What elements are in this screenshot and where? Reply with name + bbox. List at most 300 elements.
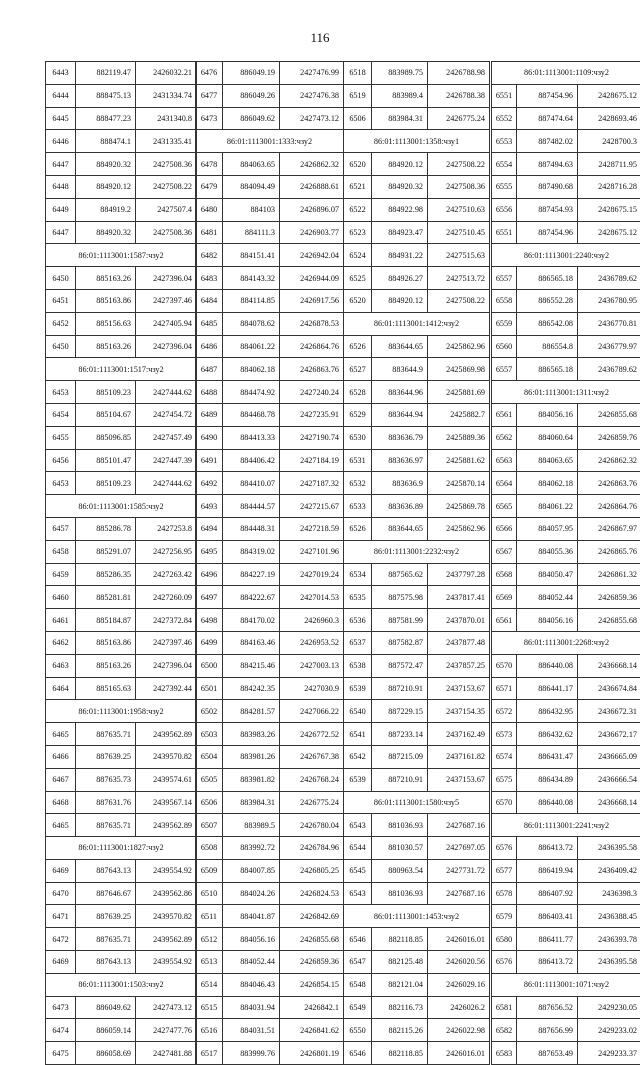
y-coordinate: 2431340.8 xyxy=(135,108,196,130)
x-coordinate: 884923.47 xyxy=(371,222,427,244)
x-coordinate: 884920.32 xyxy=(75,153,135,175)
coordinate-row xyxy=(196,221,343,244)
y-coordinate: 2436668.14 xyxy=(577,655,640,677)
parcel-header-row xyxy=(492,973,640,996)
point-number: 6564 xyxy=(495,478,513,488)
coordinate-row xyxy=(344,882,489,905)
coordinate-row xyxy=(196,449,343,472)
coordinate-row xyxy=(344,836,489,859)
y-coordinate: 2427510.63 xyxy=(427,199,489,221)
coordinate-row xyxy=(196,654,343,677)
coordinate-row xyxy=(492,904,640,927)
y-coordinate: 2436779.97 xyxy=(577,336,640,358)
y-coordinate: 2427508.22 xyxy=(135,176,196,198)
x-coordinate: 887656.99 xyxy=(516,1019,577,1041)
x-coordinate: 887482.02 xyxy=(516,130,577,152)
y-coordinate: 2427515.63 xyxy=(427,244,489,266)
x-coordinate: 884111.3 xyxy=(222,222,279,244)
y-coordinate: 2426801.19 xyxy=(279,1042,343,1064)
x-coordinate: 887635.71 xyxy=(75,928,135,950)
point-number: 6526 xyxy=(349,524,366,534)
y-coordinate: 2426020.56 xyxy=(427,951,489,973)
point-number: 6485 xyxy=(200,319,218,329)
x-coordinate: 885286.78 xyxy=(75,518,135,540)
x-coordinate: 886542.08 xyxy=(516,313,577,335)
coordinate-row xyxy=(344,813,489,836)
coordinate-row xyxy=(492,221,640,244)
y-coordinate: 2425881.69 xyxy=(427,381,489,403)
coordinate-row xyxy=(196,84,343,107)
x-coordinate: 884143.32 xyxy=(222,267,279,289)
point-number: 6459 xyxy=(52,569,69,579)
point-number: 6514 xyxy=(200,980,218,990)
coordinate-row xyxy=(196,266,343,289)
y-coordinate: 2436789.62 xyxy=(577,267,640,289)
coordinate-row xyxy=(492,84,640,107)
y-coordinate: 2436674.84 xyxy=(577,678,640,700)
point-number: 6523 xyxy=(349,227,366,237)
coordinate-row xyxy=(196,289,343,312)
parcel-header-row xyxy=(46,836,196,859)
y-coordinate: 2436780.95 xyxy=(577,290,640,312)
parcel-cadastral-number: 86:01:1113001:1827:чзу2 xyxy=(78,843,164,853)
x-coordinate: 883999.76 xyxy=(222,1042,279,1064)
x-coordinate: 884922.98 xyxy=(371,199,427,221)
point-number: 6473 xyxy=(52,1003,69,1013)
y-coordinate: 2426032.21 xyxy=(135,62,196,84)
point-number: 6546 xyxy=(349,934,366,944)
y-coordinate: 2436395.58 xyxy=(577,837,640,859)
point-number: 6576 xyxy=(495,957,513,967)
y-coordinate: 2427731.72 xyxy=(427,860,489,882)
y-coordinate: 2426775.24 xyxy=(427,108,489,130)
point-number: 6526 xyxy=(349,341,366,351)
coordinate-row xyxy=(344,403,489,426)
coordinate-row xyxy=(46,289,196,312)
coordinate-row xyxy=(46,677,196,700)
parcel-cadastral-number: 86:01:1113001:1109:чзу2 xyxy=(524,68,609,78)
y-coordinate: 2426772.52 xyxy=(279,723,343,745)
coordinate-row xyxy=(492,471,640,494)
point-number: 6580 xyxy=(495,934,513,944)
point-number: 6563 xyxy=(495,455,513,465)
x-coordinate: 888477.23 xyxy=(75,108,135,130)
y-coordinate: 2428675.12 xyxy=(577,222,640,244)
x-coordinate: 886049.19 xyxy=(222,62,279,84)
x-coordinate: 887581.99 xyxy=(371,609,427,631)
y-coordinate: 2426864.76 xyxy=(577,495,640,517)
y-coordinate: 2426788.98 xyxy=(427,62,489,84)
parcel-header-row xyxy=(492,813,640,836)
point-number: 6550 xyxy=(349,1025,366,1035)
y-coordinate: 2427187.32 xyxy=(279,472,343,494)
point-number: 6449 xyxy=(52,205,69,215)
point-number: 6560 xyxy=(495,341,513,351)
coordinate-table-column-1 xyxy=(45,61,197,1065)
x-coordinate: 885163.86 xyxy=(75,290,135,312)
x-coordinate: 886552.28 xyxy=(516,290,577,312)
x-coordinate: 887582.87 xyxy=(371,632,427,654)
x-coordinate: 883989.4 xyxy=(371,85,427,107)
point-number: 6473 xyxy=(200,113,218,123)
x-coordinate: 880963.54 xyxy=(371,860,427,882)
x-coordinate: 883989.5 xyxy=(222,814,279,836)
y-coordinate: 2426855.68 xyxy=(279,928,343,950)
point-number: 6543 xyxy=(349,820,366,830)
parcel-header-row xyxy=(344,129,489,152)
y-coordinate: 2437153.67 xyxy=(427,678,489,700)
x-coordinate: 884052.44 xyxy=(222,951,279,973)
y-coordinate: 2436398.3 xyxy=(577,883,640,905)
x-coordinate: 881030.57 xyxy=(371,837,427,859)
x-coordinate: 886413.72 xyxy=(516,951,577,973)
x-coordinate: 884063.65 xyxy=(222,153,279,175)
coordinate-row xyxy=(492,859,640,882)
coordinate-row xyxy=(492,585,640,608)
point-number: 6484 xyxy=(200,296,218,306)
y-coordinate: 2427014.53 xyxy=(279,586,343,608)
x-coordinate: 887635.73 xyxy=(75,769,135,791)
point-number: 6480 xyxy=(200,205,218,215)
x-coordinate: 887631.76 xyxy=(75,792,135,814)
y-coordinate: 2426784.96 xyxy=(279,837,343,859)
coordinate-row xyxy=(344,266,489,289)
y-coordinate: 2427397.46 xyxy=(135,290,196,312)
x-coordinate: 882115.26 xyxy=(371,1019,427,1041)
y-coordinate: 2426864.76 xyxy=(279,336,343,358)
y-coordinate: 2437154.35 xyxy=(427,700,489,722)
coordinate-row xyxy=(196,677,343,700)
point-number: 6448 xyxy=(52,182,69,192)
y-coordinate: 2436666.54 xyxy=(577,769,640,791)
point-number: 6554 xyxy=(495,159,513,169)
coordinate-row xyxy=(344,289,489,312)
coordinate-table-column-3 xyxy=(343,61,490,1065)
coordinate-row xyxy=(196,631,343,654)
coordinate-row xyxy=(492,494,640,517)
point-number: 6495 xyxy=(200,547,218,557)
coordinate-row xyxy=(492,882,640,905)
point-number: 6520 xyxy=(349,159,366,169)
point-number: 6462 xyxy=(52,638,69,648)
y-coordinate: 2427476.99 xyxy=(279,62,343,84)
y-coordinate: 2436672.31 xyxy=(577,700,640,722)
coordinate-row xyxy=(492,654,640,677)
coordinate-row xyxy=(46,175,196,198)
y-coordinate: 2426903.77 xyxy=(279,222,343,244)
y-coordinate: 2427454.72 xyxy=(135,404,196,426)
coordinate-row xyxy=(344,950,489,973)
x-coordinate: 884050.47 xyxy=(516,564,577,586)
coordinate-row xyxy=(46,927,196,950)
coordinate-row xyxy=(46,950,196,973)
coordinate-row xyxy=(492,175,640,198)
x-coordinate: 884920.12 xyxy=(75,176,135,198)
x-coordinate: 882116.73 xyxy=(371,997,427,1019)
parcel-header-row xyxy=(46,494,196,517)
x-coordinate: 887653.49 xyxy=(516,1042,577,1064)
x-coordinate: 886440.08 xyxy=(516,792,577,814)
y-coordinate: 2436393.78 xyxy=(577,928,640,950)
point-number: 6531 xyxy=(349,455,366,465)
x-coordinate: 885156.63 xyxy=(75,313,135,335)
x-coordinate: 887643.13 xyxy=(75,860,135,882)
point-number: 6567 xyxy=(495,547,513,557)
y-coordinate: 2439554.92 xyxy=(135,860,196,882)
coordinate-row xyxy=(46,563,196,586)
x-coordinate: 885109.23 xyxy=(75,381,135,403)
y-coordinate: 2427687.16 xyxy=(427,883,489,905)
coordinate-row xyxy=(196,494,343,517)
y-coordinate: 2426960.3 xyxy=(279,609,343,631)
point-number: 6577 xyxy=(495,866,513,876)
x-coordinate: 884919.2 xyxy=(75,199,135,221)
x-coordinate: 884056.16 xyxy=(516,404,577,426)
coordinate-row xyxy=(196,859,343,882)
x-coordinate: 886413.72 xyxy=(516,837,577,859)
point-number: 6528 xyxy=(349,387,366,397)
x-coordinate: 885104.67 xyxy=(75,404,135,426)
x-coordinate: 884920.32 xyxy=(371,176,427,198)
point-number: 6490 xyxy=(200,433,218,443)
x-coordinate: 885163.86 xyxy=(75,632,135,654)
parcel-cadastral-number: 86:01:1113001:1587:чзу2 xyxy=(78,250,164,260)
y-coordinate: 2426859.76 xyxy=(577,427,640,449)
y-coordinate: 2428700.3 xyxy=(577,130,640,152)
x-coordinate: 886058.69 xyxy=(75,1042,135,1064)
y-coordinate: 2426896.07 xyxy=(279,199,343,221)
coordinate-row xyxy=(492,927,640,950)
point-number: 6476 xyxy=(200,68,218,78)
point-number: 6510 xyxy=(200,889,218,899)
coordinate-row xyxy=(46,1041,196,1064)
parcel-header-row xyxy=(344,791,489,814)
x-coordinate: 884474.92 xyxy=(222,381,279,403)
point-number: 6482 xyxy=(200,250,218,260)
coordinate-row xyxy=(344,494,489,517)
point-number: 6474 xyxy=(52,1025,69,1035)
parcel-cadastral-number: 86:01:1113001:1503:чзу2 xyxy=(78,980,164,990)
x-coordinate: 886411.77 xyxy=(516,928,577,950)
point-number: 6497 xyxy=(200,592,218,602)
parcel-cadastral-number: 86:01:1113001:2240:чзу2 xyxy=(523,250,610,260)
y-coordinate: 2426953.52 xyxy=(279,632,343,654)
y-coordinate: 2427473.12 xyxy=(135,997,196,1019)
point-number: 6583 xyxy=(495,1048,513,1058)
coordinate-row xyxy=(344,426,489,449)
coordinate-row xyxy=(492,449,640,472)
x-coordinate: 884413.33 xyxy=(222,427,279,449)
y-coordinate: 2426022.98 xyxy=(427,1019,489,1041)
point-number: 6487 xyxy=(200,364,218,374)
x-coordinate: 884007.85 xyxy=(222,860,279,882)
point-number: 6494 xyxy=(200,524,218,534)
y-coordinate: 2426863.76 xyxy=(279,358,343,380)
y-coordinate: 2426842.69 xyxy=(279,905,343,927)
coordinate-row xyxy=(46,540,196,563)
x-coordinate: 883984.31 xyxy=(222,792,279,814)
point-number: 6579 xyxy=(495,911,513,921)
coordinate-row xyxy=(492,608,640,631)
x-coordinate: 883984.31 xyxy=(371,108,427,130)
y-coordinate: 2428716.28 xyxy=(577,176,640,198)
coordinate-row xyxy=(196,471,343,494)
y-coordinate: 2427508.36 xyxy=(135,222,196,244)
point-number: 6535 xyxy=(349,592,366,602)
y-coordinate: 2427508.36 xyxy=(427,176,489,198)
coordinate-row xyxy=(196,403,343,426)
coordinate-row xyxy=(196,722,343,745)
coordinate-row xyxy=(196,152,343,175)
point-number: 6561 xyxy=(495,615,513,625)
y-coordinate: 2427253.8 xyxy=(135,518,196,540)
x-coordinate: 883644.96 xyxy=(371,381,427,403)
x-coordinate: 884444.57 xyxy=(222,495,279,517)
point-number: 6578 xyxy=(495,889,513,899)
y-coordinate: 2427396.04 xyxy=(135,336,196,358)
coordinate-row xyxy=(344,61,489,84)
y-coordinate: 2427457.49 xyxy=(135,427,196,449)
y-coordinate: 2426854.15 xyxy=(279,974,343,996)
point-number: 6488 xyxy=(200,387,218,397)
coordinate-row xyxy=(196,107,343,130)
coordinate-row xyxy=(344,654,489,677)
coordinate-row xyxy=(46,198,196,221)
x-coordinate: 883636.9 xyxy=(371,472,427,494)
y-coordinate: 2439554.92 xyxy=(135,951,196,973)
y-coordinate: 2439570.82 xyxy=(135,905,196,927)
x-coordinate: 887656.52 xyxy=(516,997,577,1019)
point-number: 6544 xyxy=(349,843,366,853)
parcel-header-row xyxy=(196,129,343,152)
x-coordinate: 888475.13 xyxy=(75,85,135,107)
x-coordinate: 886431.47 xyxy=(516,746,577,768)
coordinate-row xyxy=(46,403,196,426)
x-coordinate: 886049.62 xyxy=(75,997,135,1019)
coordinate-row xyxy=(46,380,196,403)
y-coordinate: 2425869.98 xyxy=(427,358,489,380)
point-number: 6540 xyxy=(349,706,366,716)
point-number: 6496 xyxy=(200,569,218,579)
y-coordinate: 2426859.36 xyxy=(577,586,640,608)
y-coordinate: 2427447.39 xyxy=(135,450,196,472)
x-coordinate: 884215.46 xyxy=(222,655,279,677)
coordinate-row xyxy=(46,654,196,677)
parcel-header-row xyxy=(492,380,640,403)
point-number: 6506 xyxy=(349,113,366,123)
y-coordinate: 2426016.01 xyxy=(427,1042,489,1064)
y-coordinate: 2427066.22 xyxy=(279,700,343,722)
point-number: 6489 xyxy=(200,410,218,420)
coordinate-row xyxy=(344,631,489,654)
x-coordinate: 884920.12 xyxy=(371,290,427,312)
coordinate-row xyxy=(196,380,343,403)
coordinate-row xyxy=(196,927,343,950)
coordinate-row xyxy=(492,266,640,289)
x-coordinate: 883981.82 xyxy=(222,769,279,791)
point-number: 6525 xyxy=(349,273,366,283)
coordinate-row xyxy=(492,198,640,221)
point-number: 6465 xyxy=(52,820,69,830)
point-number: 6493 xyxy=(200,501,218,511)
coordinate-row xyxy=(492,836,640,859)
coordinate-row xyxy=(492,403,640,426)
y-coordinate: 2427263.42 xyxy=(135,564,196,586)
y-coordinate: 2436668.14 xyxy=(577,792,640,814)
point-number: 6507 xyxy=(200,820,218,830)
parcel-header-row xyxy=(344,312,489,335)
y-coordinate: 2427473.12 xyxy=(279,108,343,130)
x-coordinate: 884114.85 xyxy=(222,290,279,312)
x-coordinate: 883644.65 xyxy=(371,336,427,358)
coordinate-row xyxy=(46,813,196,836)
page-number: 116 xyxy=(310,30,330,45)
coordinate-row xyxy=(344,585,489,608)
point-number: 6581 xyxy=(495,1003,513,1013)
y-coordinate: 2427019.24 xyxy=(279,564,343,586)
coordinate-row xyxy=(46,266,196,289)
coordinate-row xyxy=(492,996,640,1019)
point-number: 6519 xyxy=(349,91,366,101)
x-coordinate: 885184.87 xyxy=(75,609,135,631)
x-coordinate: 885163.26 xyxy=(75,267,135,289)
y-coordinate: 2426944.09 xyxy=(279,267,343,289)
point-number: 6464 xyxy=(52,683,69,693)
coordinate-row xyxy=(492,677,640,700)
x-coordinate: 886565.18 xyxy=(516,358,577,380)
coordinate-row xyxy=(46,107,196,130)
x-coordinate: 887494.63 xyxy=(516,153,577,175)
y-coordinate: 2426862.32 xyxy=(279,153,343,175)
y-coordinate: 2426788.38 xyxy=(427,85,489,107)
point-number: 6454 xyxy=(52,410,69,420)
y-coordinate: 2426917.56 xyxy=(279,290,343,312)
point-number: 6516 xyxy=(200,1025,218,1035)
x-coordinate: 887454.96 xyxy=(516,222,577,244)
coordinate-row xyxy=(196,312,343,335)
parcel-cadastral-number: 86:01:1113001:1311:чзу2 xyxy=(524,387,609,397)
point-number: 6520 xyxy=(349,296,366,306)
y-coordinate: 2427396.04 xyxy=(135,267,196,289)
coordinate-row xyxy=(492,563,640,586)
point-number: 6456 xyxy=(52,455,69,465)
y-coordinate: 2427030.9 xyxy=(279,678,343,700)
point-number: 6518 xyxy=(349,68,366,78)
x-coordinate: 885163.26 xyxy=(75,336,135,358)
point-number: 6529 xyxy=(349,410,366,420)
y-coordinate: 2426878.53 xyxy=(279,313,343,335)
y-coordinate: 2428675.12 xyxy=(577,85,640,107)
point-number: 6572 xyxy=(495,706,513,716)
point-number: 6527 xyxy=(349,364,366,374)
coordinate-row xyxy=(492,745,640,768)
y-coordinate: 2427260.09 xyxy=(135,586,196,608)
coordinate-row xyxy=(196,243,343,266)
coordinate-row xyxy=(492,129,640,152)
coordinate-row xyxy=(46,517,196,540)
parcel-cadastral-number: 86:01:1113001:1453:чзу2 xyxy=(373,911,460,921)
x-coordinate: 886441.17 xyxy=(516,678,577,700)
parcel-cadastral-number: 86:01:1113001:1585:чзу2 xyxy=(78,501,164,511)
x-coordinate: 887575.98 xyxy=(371,586,427,608)
y-coordinate: 2436789.62 xyxy=(577,358,640,380)
y-coordinate: 2425881.62 xyxy=(427,450,489,472)
y-coordinate: 2425882.7 xyxy=(427,404,489,426)
point-number: 6539 xyxy=(349,775,366,785)
x-coordinate: 884056.16 xyxy=(222,928,279,950)
y-coordinate: 2426865.76 xyxy=(577,541,640,563)
point-number: 6532 xyxy=(349,478,366,488)
